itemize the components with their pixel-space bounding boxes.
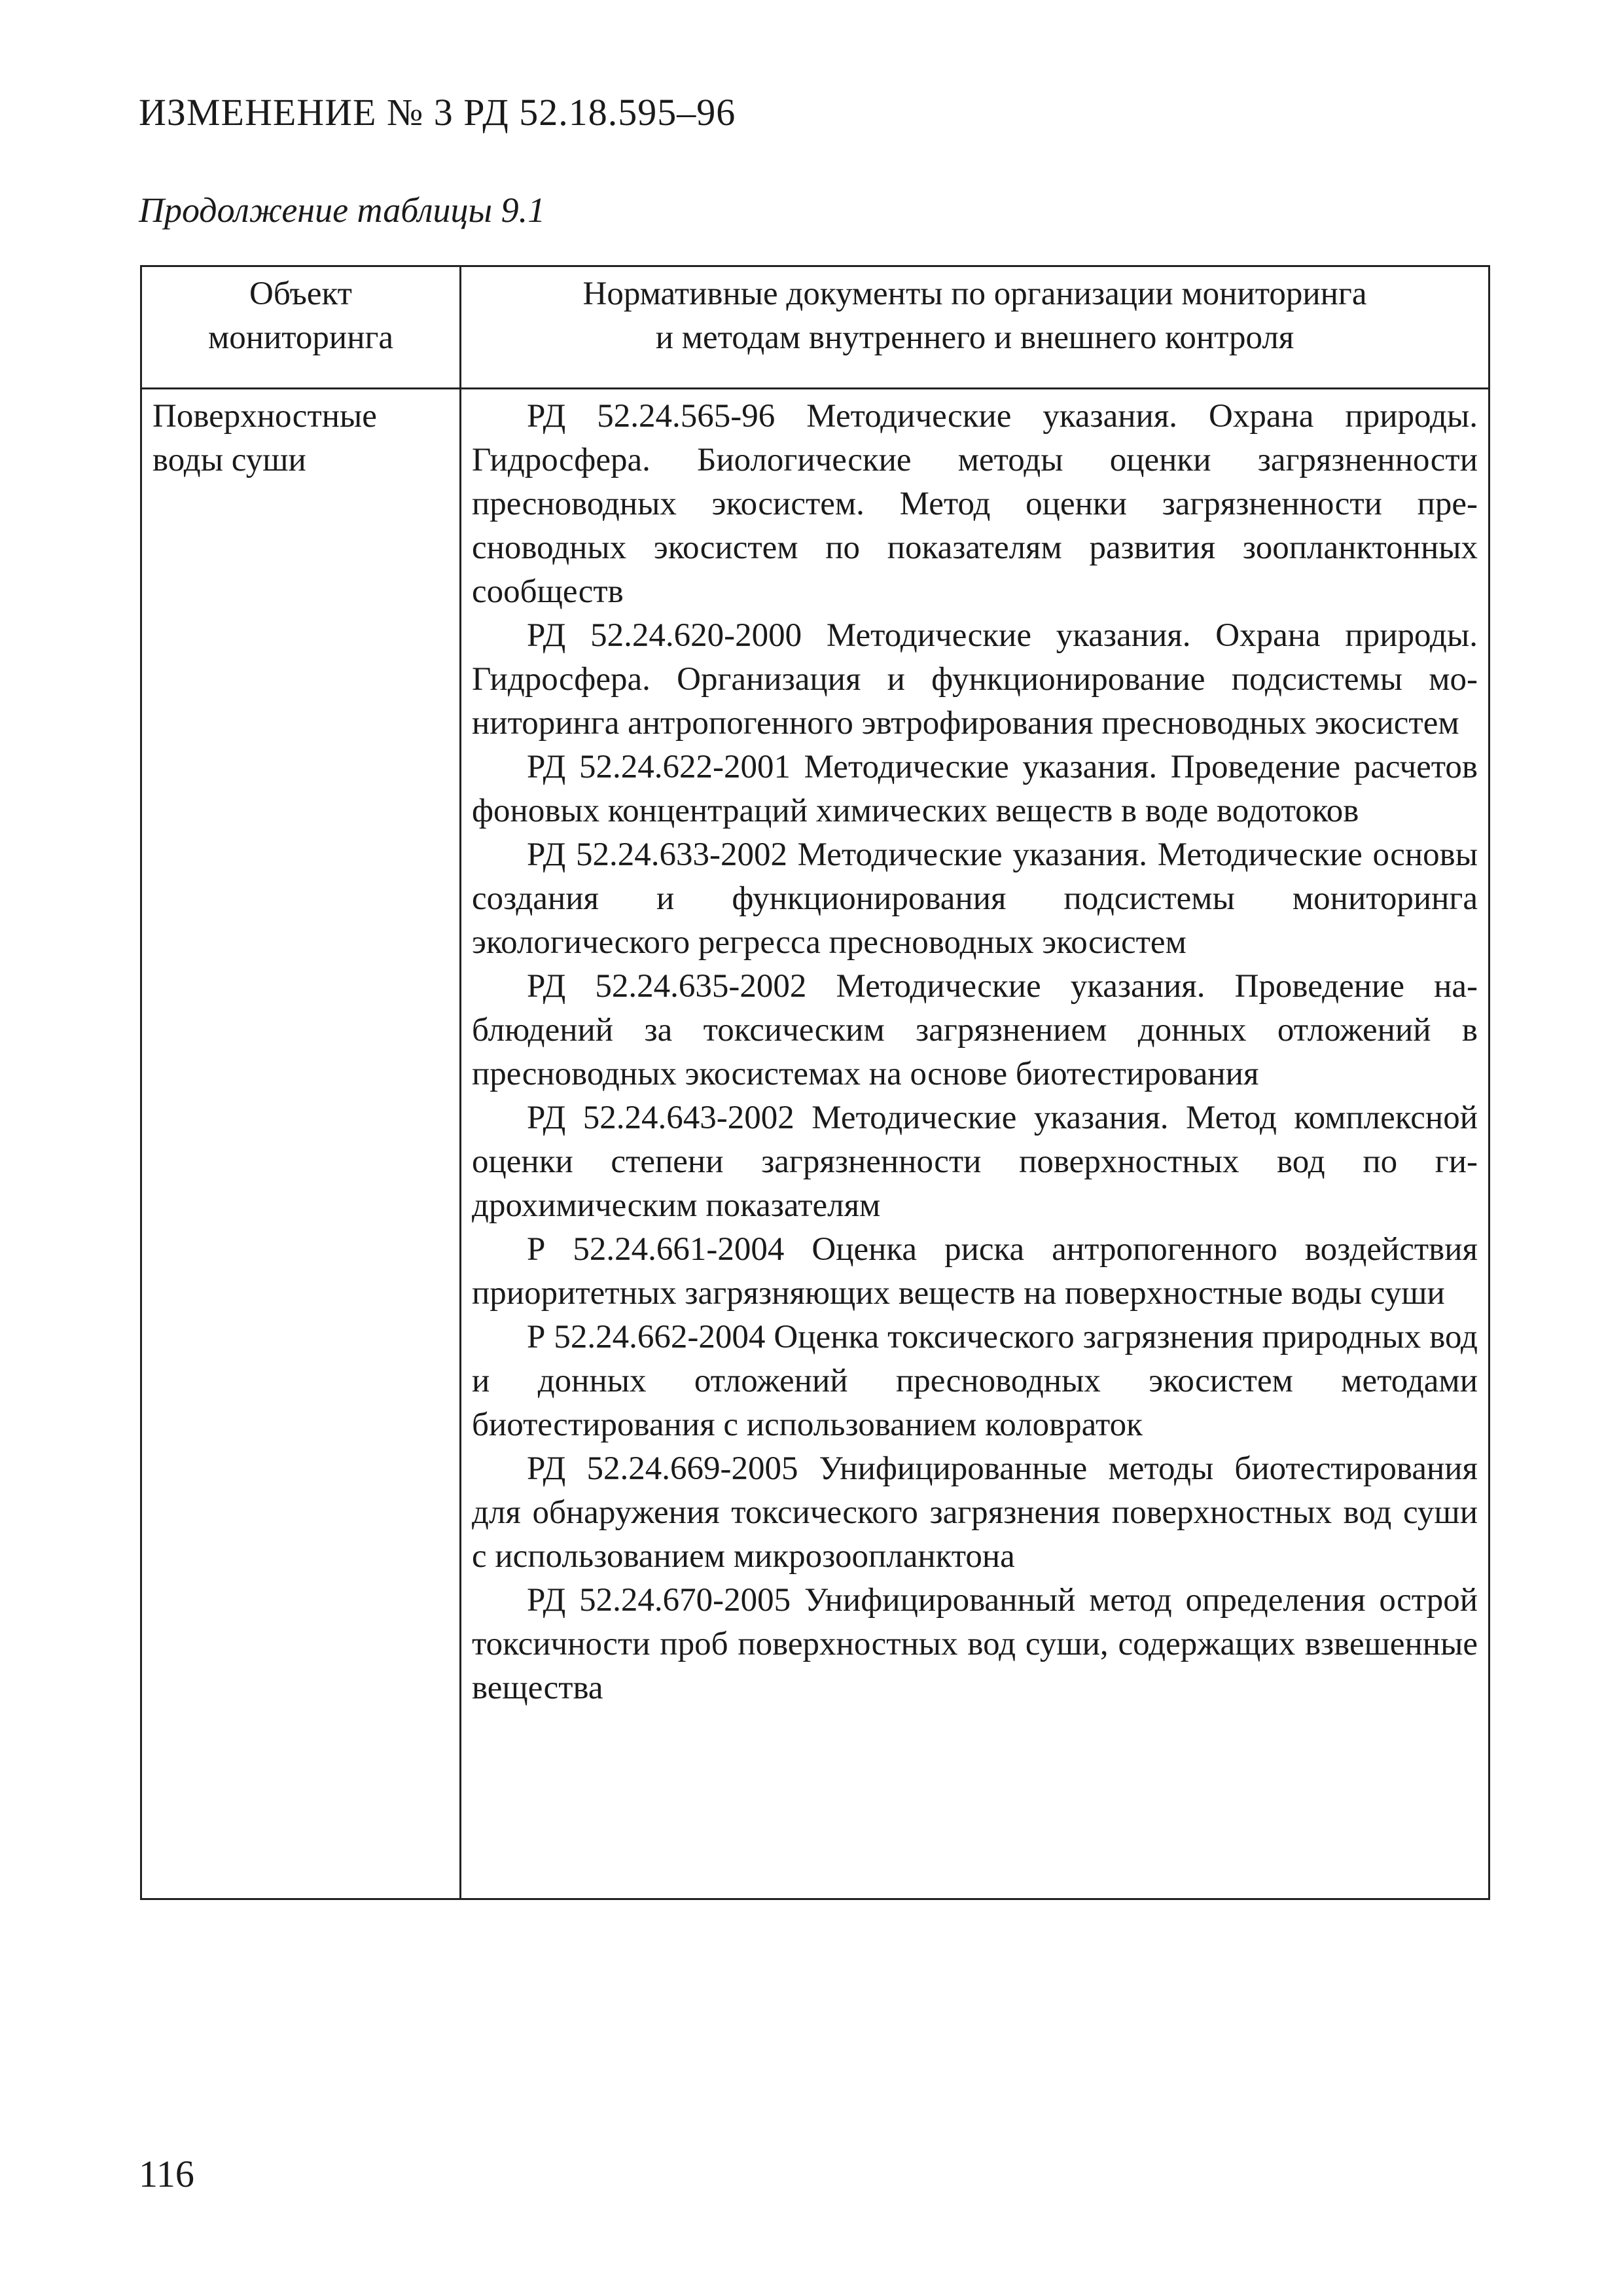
table-caption: Продолжение таблицы 9.1: [139, 190, 546, 230]
object-cell: [141, 389, 461, 1899]
running-title: ИЗМЕНЕНИЕ № 3 РД 52.18.595–96: [139, 91, 736, 134]
document-entry: РД 52.24.635-2002 Методические указания. Проведение наблюдений за токсическим загрязнением донных отложений в пресноводных экосистемах на основе биотестирования: [472, 968, 1478, 1092]
column-header-documents-line2: и методам внутреннего и внешнего контроля: [655, 319, 1294, 356]
document-entry: РД 52.24.670-2005 Унифицированный метод определения острой токсичности проб поверхностных вод суши, содержащих взвешенные вещества: [472, 1582, 1478, 1706]
column-header-object-line2: мониторинга: [207, 319, 394, 356]
document-entry: Р 52.24.662-2004 Оценка токсического загрязнения природных вод и донных отложений пресноводных экосистем методами биотестирования с использованием коловраток: [472, 1319, 1478, 1443]
documents-cell: [461, 389, 1489, 1899]
column-header-object-line1: Объект: [249, 276, 352, 312]
document-entry: РД 52.24.620-2000 Методические указания. Охрана природы. Гидросфера. Организация и функционирование подсистемы мониторинга антропогенного эвтрофирования пресноводных экосистем: [472, 617, 1478, 742]
document-entry: РД 52.24.622-2001 Методические указания. Проведение расчетов фоновых концентраций химических веществ в воде водотоков: [472, 749, 1478, 829]
page-number: 116: [139, 2153, 194, 2195]
document-entry: РД 52.24.633-2002 Методические указания. Методические основы создания и функционирования подсистемы мониторинга экологического регресса пресноводных экосистем: [472, 836, 1478, 961]
table-row: [141, 389, 1489, 1899]
object-line2: воды суши: [152, 442, 306, 478]
document-entry: РД 52.24.565-96 Методические указания. Охрана природы. Гидросфера. Биологические методы оценки загрязненности пресноводных экосистем. Метод оценки загрязненности пресноводных экосистем по показателям развития зоопланктонных сообществ: [472, 398, 1478, 610]
document-entry: Р 52.24.661-2004 Оценка риска антропогенного воздействия приоритетных загрязняющих веществ на поверхностные воды суши: [472, 1231, 1478, 1312]
column-header-object: [141, 266, 461, 389]
column-header-documents: [461, 266, 1489, 389]
object-line1: Поверхностные: [152, 398, 377, 435]
monitoring-documents-table: [140, 265, 1490, 1900]
column-header-documents-line1: Нормативные документы по организации мониторинга: [582, 276, 1367, 312]
document-entry: РД 52.24.669-2005 Унифицированные методы биотестирования для обнаружения токсического загрязнения поверхностных вод суши с использованием микрозоопланктона: [472, 1450, 1478, 1575]
table-header-row: [141, 266, 1489, 389]
document-entry: РД 52.24.643-2002 Методические указания. Метод комплексной оценки степени загрязненности поверхностных вод по гидрохимическим показателям: [472, 1100, 1478, 1224]
